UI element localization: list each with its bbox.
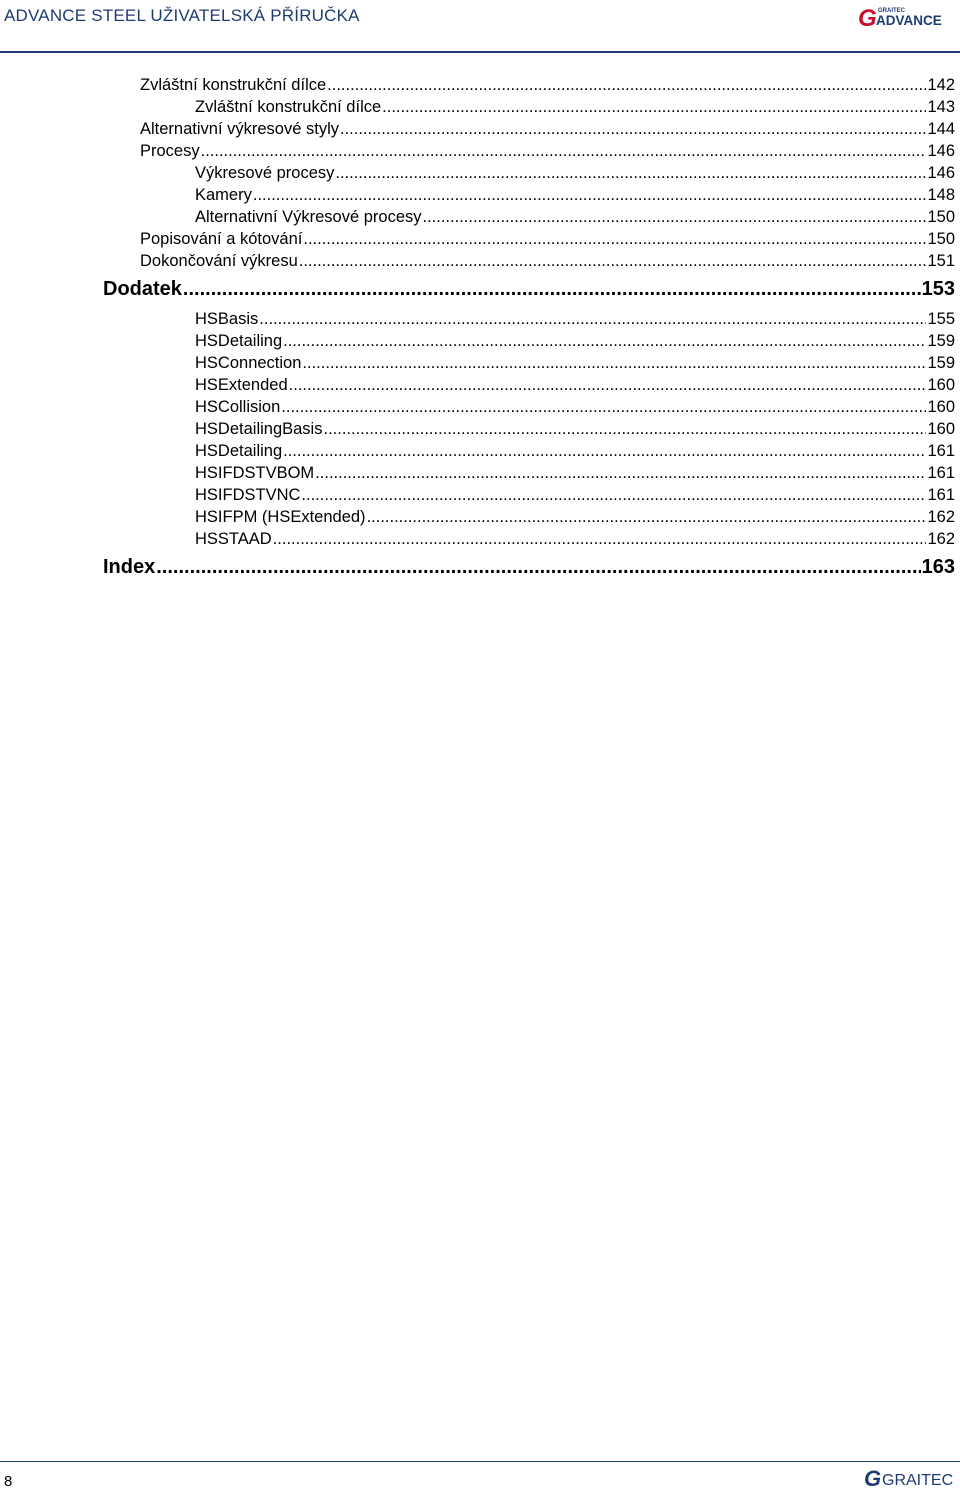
toc-leader-dots bbox=[283, 332, 926, 351]
toc-entry[interactable] bbox=[195, 376, 955, 395]
toc-entry[interactable] bbox=[195, 486, 955, 505]
toc-entry[interactable] bbox=[140, 252, 955, 271]
toc-entry[interactable] bbox=[140, 142, 955, 161]
toc-entry[interactable] bbox=[195, 530, 955, 549]
toc-entry-title: HSIFPM (HSExtended) bbox=[195, 508, 366, 526]
toc-entry[interactable] bbox=[195, 464, 955, 483]
toc-entry-title: HSExtended bbox=[195, 376, 288, 394]
toc-entry-page: 144 bbox=[927, 120, 955, 138]
toc-entry-title: Popisování a kótování bbox=[140, 230, 303, 248]
toc-entry[interactable] bbox=[195, 354, 955, 373]
toc-leader-dots bbox=[323, 420, 926, 439]
document-title: ADVANCE STEEL UŽIVATELSKÁ PŘÍRUČKA bbox=[4, 6, 360, 25]
toc-chapter-entry[interactable] bbox=[103, 278, 955, 301]
toc-entry-title: Dokončování výkresu bbox=[140, 252, 298, 270]
toc-entry-title: HSDetailing bbox=[195, 332, 283, 350]
toc-entry-page: 160 bbox=[927, 420, 955, 438]
logo-small-text: GRAITEC bbox=[878, 8, 905, 14]
toc-leader-dots bbox=[303, 230, 926, 249]
toc-entry[interactable] bbox=[195, 208, 955, 227]
toc-entry-page: 142 bbox=[927, 76, 955, 94]
toc-entry-title: Kamery bbox=[195, 186, 252, 204]
toc-entry-title: Zvláštní konstrukční dílce bbox=[195, 98, 382, 116]
svg-text:G: G bbox=[864, 1466, 882, 1490]
toc-entry-page: 150 bbox=[927, 208, 955, 226]
page-number: 8 bbox=[4, 1473, 13, 1490]
toc-leader-dots bbox=[183, 278, 921, 301]
toc-entry-page: 155 bbox=[927, 310, 955, 328]
toc-entry-title: HSDetailing bbox=[195, 442, 283, 460]
toc-entry-page: 143 bbox=[927, 98, 955, 116]
toc-entry[interactable] bbox=[195, 332, 955, 351]
footer-logo-text: GRAITEC bbox=[882, 1472, 954, 1489]
toc-leader-dots bbox=[281, 398, 926, 417]
toc-entry[interactable] bbox=[195, 398, 955, 417]
toc-entry-page: 159 bbox=[927, 332, 955, 350]
toc-entry-title: Alternativní Výkresové procesy bbox=[195, 208, 422, 226]
toc-entry[interactable] bbox=[195, 420, 955, 439]
toc-entry-page: 162 bbox=[927, 530, 955, 548]
toc-entry[interactable] bbox=[195, 186, 955, 205]
svg-text:G: G bbox=[858, 5, 877, 32]
toc-leader-dots bbox=[156, 556, 920, 579]
toc-entry-page: 148 bbox=[927, 186, 955, 204]
toc-entry-page: 150 bbox=[927, 230, 955, 248]
toc-entry-title: HSBasis bbox=[195, 310, 259, 328]
toc-leader-dots bbox=[335, 164, 926, 183]
toc-leader-dots bbox=[253, 186, 927, 205]
page-header bbox=[0, 0, 960, 52]
toc-entry-page: 163 bbox=[921, 556, 955, 578]
toc-entry[interactable] bbox=[195, 442, 955, 461]
toc-leader-dots bbox=[367, 508, 927, 527]
toc-leader-dots bbox=[299, 252, 927, 271]
toc-leader-dots bbox=[201, 142, 927, 161]
toc-entry[interactable] bbox=[140, 76, 955, 95]
toc-leader-dots bbox=[423, 208, 927, 227]
footer-rule bbox=[0, 1461, 960, 1462]
toc-leader-dots bbox=[301, 486, 926, 505]
toc-entry-page: 159 bbox=[927, 354, 955, 372]
toc-entry[interactable] bbox=[140, 230, 955, 249]
toc-entry-title: Alternativní výkresové styly bbox=[140, 120, 339, 138]
toc-entry-page: 160 bbox=[927, 376, 955, 394]
toc-leader-dots bbox=[327, 76, 926, 95]
toc-leader-dots bbox=[273, 530, 927, 549]
toc-entry-page: 161 bbox=[927, 486, 955, 504]
toc-entry-title: HSIFDSTVBOM bbox=[195, 464, 315, 482]
toc-entry-title: Dodatek bbox=[103, 278, 182, 300]
toc-entry-title: Procesy bbox=[140, 142, 200, 160]
toc-entry[interactable] bbox=[195, 164, 955, 183]
header-rule bbox=[0, 51, 960, 53]
toc-entry-page: 161 bbox=[927, 442, 955, 460]
advance-logo-icon bbox=[854, 2, 954, 32]
toc-leader-dots bbox=[315, 464, 926, 483]
toc-chapter-entry[interactable] bbox=[103, 556, 955, 579]
toc-entry-page: 160 bbox=[927, 398, 955, 416]
toc-entry-page: 146 bbox=[927, 164, 955, 182]
toc-entry-title: HSCollision bbox=[195, 398, 281, 416]
toc-entry-page: 161 bbox=[927, 464, 955, 482]
toc-entry-title: HSIFDSTVNC bbox=[195, 486, 301, 504]
toc-entry-title: HSConnection bbox=[195, 354, 302, 372]
toc-leader-dots bbox=[283, 442, 926, 461]
logo-word-text: ADVANCE bbox=[876, 13, 942, 28]
toc-leader-dots bbox=[259, 310, 926, 329]
toc-entry[interactable] bbox=[195, 98, 955, 117]
toc-entry-page: 151 bbox=[927, 252, 955, 270]
toc-entry-title: Výkresové procesy bbox=[195, 164, 335, 182]
toc-entry-page: 146 bbox=[927, 142, 955, 160]
toc-entry-page: 162 bbox=[927, 508, 955, 526]
toc-leader-dots bbox=[289, 376, 927, 395]
toc-entry-title: HSSTAAD bbox=[195, 530, 272, 548]
toc-entry-title: Index bbox=[103, 556, 156, 578]
toc-leader-dots bbox=[382, 98, 926, 117]
toc-leader-dots bbox=[302, 354, 926, 373]
toc-entry[interactable] bbox=[195, 508, 955, 527]
toc-leader-dots bbox=[340, 120, 926, 139]
toc-entry-title: Zvláštní konstrukční dílce bbox=[140, 76, 327, 94]
toc-entry[interactable] bbox=[140, 120, 955, 139]
graitec-logo-icon bbox=[862, 1466, 954, 1490]
toc-entry-title: HSDetailingBasis bbox=[195, 420, 323, 438]
toc-entry-page: 153 bbox=[921, 278, 955, 300]
toc-entry[interactable] bbox=[195, 310, 955, 329]
